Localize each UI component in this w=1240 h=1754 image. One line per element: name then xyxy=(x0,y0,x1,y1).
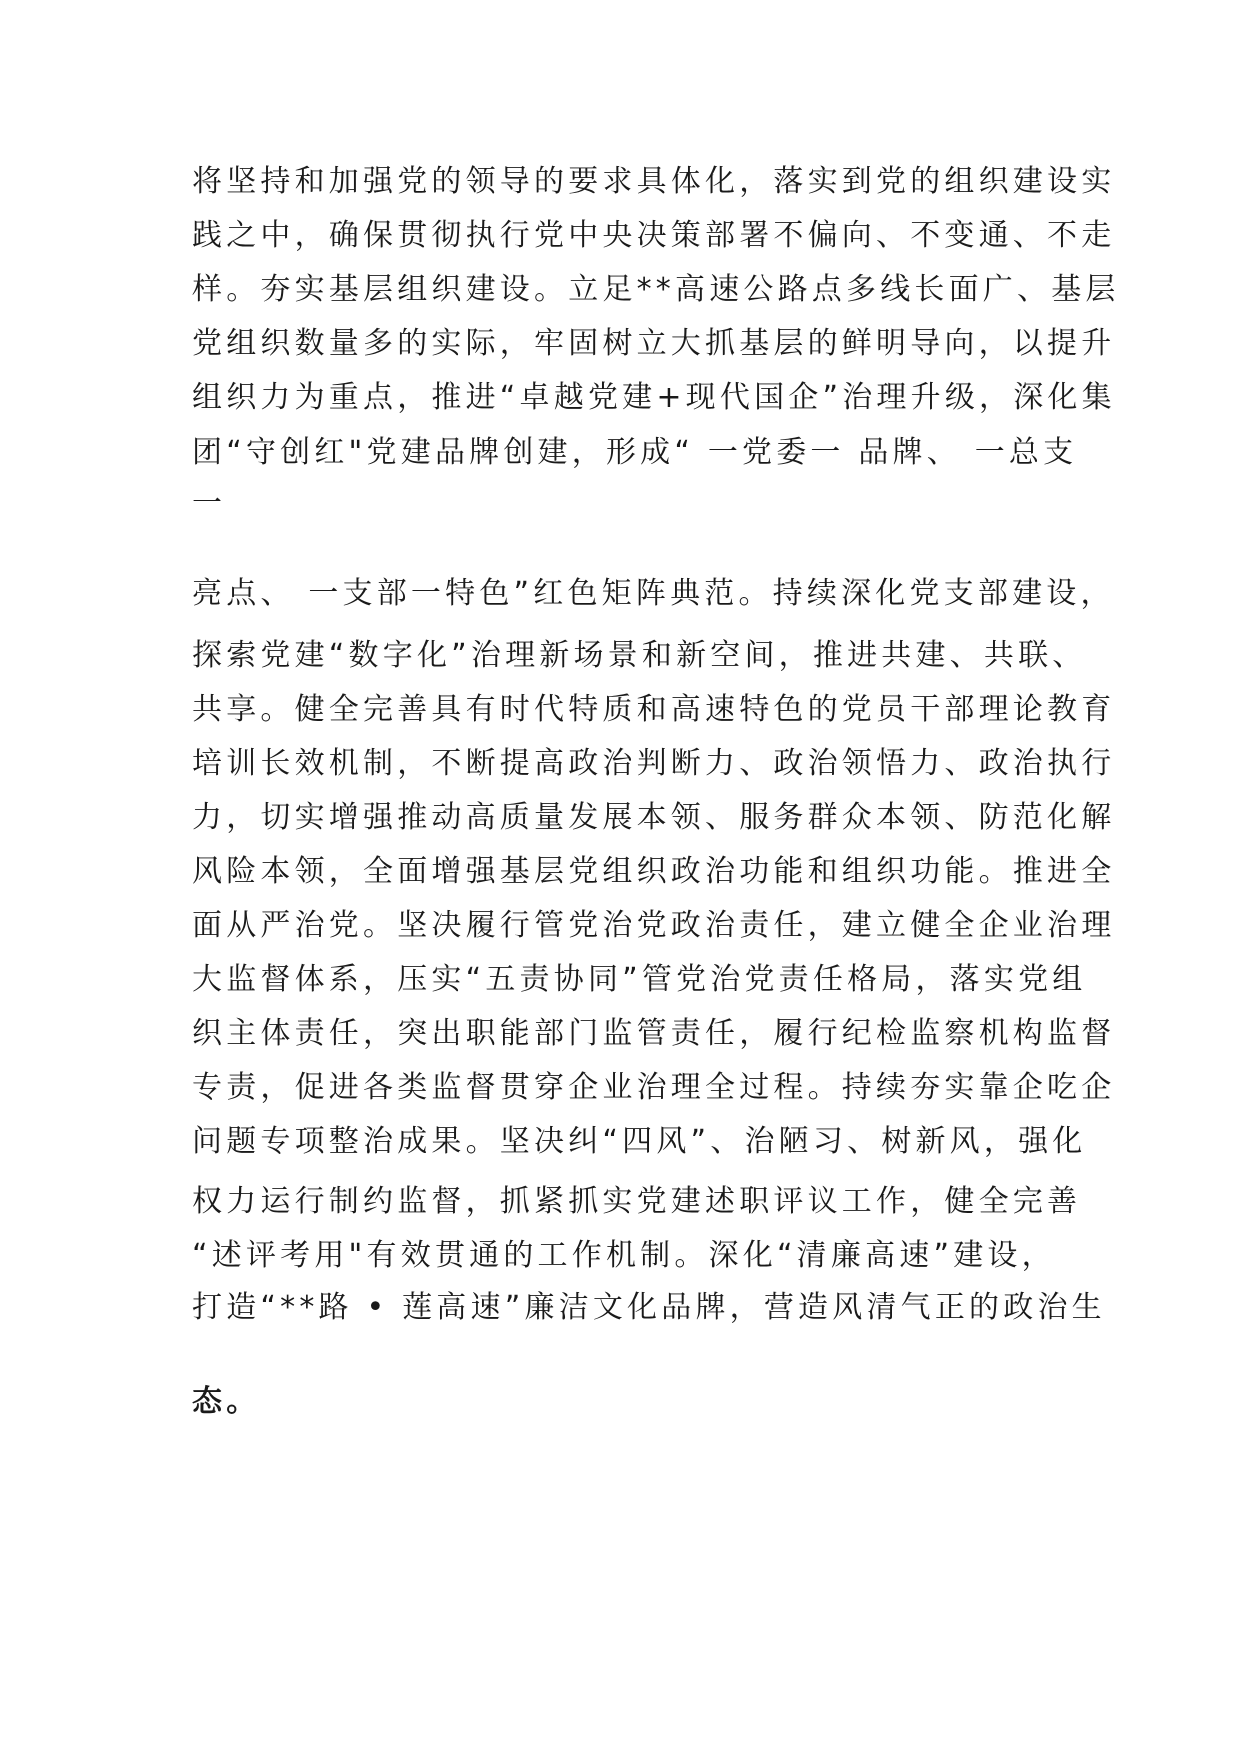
text-line: 培训长效机制，不断提高政治判断力、政治领悟力、政治执行 xyxy=(192,746,1116,781)
text-line: 将坚持和加强党的领导的要求具体化，落实到党的组织建设实 xyxy=(192,164,1116,199)
text-line: 践之中，确保贯彻执行党中央决策部署不偏向、不变通、不走 xyxy=(192,218,1116,253)
text-line: 团“守创红"党建品牌创建，形成“ 一党委一 品牌、 一总支 xyxy=(192,435,1078,470)
text-line: 力，切实增强推动高质量发展本领、服务群众本领、防范化解 xyxy=(192,800,1116,835)
text-line: 样。夯实基层组织建设。立足**高速公路点多线长面广、基层 xyxy=(192,272,1120,307)
text-line: 风险本领，全面增强基层党组织政治功能和组织功能。推进全 xyxy=(192,854,1116,889)
text-line: 党组织数量多的实际，牢固树立大抓基层的鲜明导向，以提升 xyxy=(192,326,1116,361)
text-line: 专责，促进各类监督贯穿企业治理全过程。持续夯实靠企吃企 xyxy=(192,1070,1116,1105)
text-line: 一 xyxy=(192,486,227,521)
text-line: “述评考用"有效贯通的工作机制。深化“清廉高速”建设， xyxy=(192,1238,1056,1273)
text-line: 织主体责任，突出职能部门监管责任，履行纪检监察机构监督 xyxy=(192,1016,1116,1051)
text-line: 大监督体系，压实“五责协同”管党治党责任格局，落实党组 xyxy=(192,962,1087,997)
text-line: 面从严治党。坚决履行管党治党政治责任，建立健全企业治理 xyxy=(192,908,1116,943)
text-line: 问题专项整治成果。坚决纠“四风”、治陋习、树新风，强化 xyxy=(192,1124,1087,1159)
text-line: 权力运行制约监督，抓紧抓实党建述职评议工作，健全完善 xyxy=(192,1184,1082,1219)
text-line: 探索党建“数字化”治理新场景和新空间，推进共建、共联、 xyxy=(192,638,1087,673)
text-line: 共享。健全完善具有时代特质和高速特色的党员干部理论教育 xyxy=(192,692,1116,727)
text-line: 态。 xyxy=(192,1384,261,1419)
text-line: 组织力为重点，推进“卓越党建+现代国企”治理升级，深化集 xyxy=(192,380,1116,415)
text-line: 打造“**路 • 莲高速”廉洁文化品牌，营造风清气正的政治生 xyxy=(192,1290,1106,1325)
text-line: 亮点、 一支部一特色”红色矩阵典范。持续深化党支部建设， xyxy=(192,576,1115,611)
